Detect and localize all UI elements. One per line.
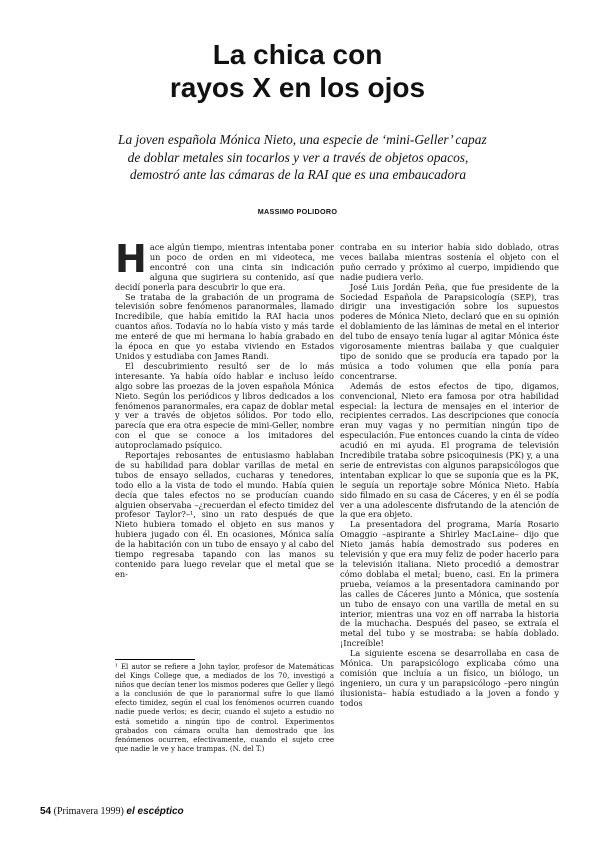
paragraph-text: ace algún tiempo, mientras intentaba poner un poco de orden en mi videoteca, me encontré con una cinta sin indicación alguna que sugiriera su contenido, así que decidí ponerla para descubrir lo que era. — [115, 243, 334, 292]
title-line: La chica con — [212, 39, 383, 70]
paragraph: El descubrimiento resultó ser de lo más interesante. Ya había oído hablar e incluso leído algo sobre las proezas de la joven española Mónica Nieto. Según los periódicos y libros dedicados a los fenómenos paranormales, era capaz de doblar metal y ver a través de objetos sólidos. Por todo ello, parecía que era otra especie de mini-Geller, nombre con el que se conoce a los imitadores del autoproclamado psíquico. — [115, 360, 334, 451]
text-column-left — [115, 243, 334, 648]
paragraph: José Luis Jordán Peña, que fue presidente de la Sociedad Española de Parapsicología (SEP), tras dirigir una investigación sobre los supuestos poderes de Mónica Nieto, declaró que en su opinión el doblamiento de las láminas de metal en el interior del tubo de ensayo tenía lugar al agitar Mónica éste vigorosamente mientras bailaba y que cualquier tipo de sonido que se producía era tapado por la música a todo volumen que ella ponía para concentrarse. — [340, 281, 559, 381]
paragraph: contraba en su interior había sido doblado, otras veces bailaba mientras sostenía el objeto con el puño cerrado y próximo al cuerpo, impidiendo que nadie pudiera verlo. — [340, 243, 559, 282]
magazine-name: el escéptico — [126, 806, 184, 817]
drop-cap: H — [115, 243, 147, 281]
article-title — [60, 38, 535, 104]
footnote-divider — [115, 659, 195, 660]
author-byline: MASSIMO POLIDORO — [257, 207, 338, 216]
page-number: 54 — [40, 806, 52, 817]
subtitle-line: de doblar metales sin tocarlos y ver a través de objetos opacos, — [127, 149, 469, 165]
paragraph — [115, 243, 334, 293]
issue-label: (Primavera 1999) — [53, 806, 124, 817]
page-footer — [40, 806, 440, 817]
text-column-right — [340, 243, 559, 806]
paragraph: La siguiente escena se desarrollaba en casa de Mónica. Un parapsicólogo explicaba cómo una comisión que incluía a un físico, un biólogo, un ingeniero, un cura y un parapsicólogo –pero ningún ilusionista– había estudiado a la joven a fondo y todos — [340, 648, 559, 708]
article-subtitle — [118, 131, 487, 184]
paragraph: La presentadora del programa, María Rosario Omaggio –aspirante a Shirley MacLaine– dijo que Nieto jamás había demostrado sus poderes en televisión y que era muy feliz de poder hacerlo para la televisión italiana. Nieto procedió a demostrar cómo doblaba el metal; bueno, casi. En la primera prueba, veíamos a la presentadora caminando por las calles de Cáceres junto a Mónica, que sostenía un tubo de ensayo con una varilla de metal en su interior, mientras una voz en off narraba la historia de la muchacha. Después del paseo, se extraía el metal del tubo y se mostraba: se había doblado. ¡Increíble! — [340, 519, 559, 649]
footnote: ¹ El autor se refiere a John taylor, profesor de Matemáticas del Kings College que, a mediados de los 70, investigó a niños que decían tener los mismos poderes que Geller y llegó a la conclusión de que lo paranormal sufre lo que llamó efecto timidez, según el cual los fenómenos ocurren cuando nadie puede verlos; es decir, cuando el sujeto a estudio no está sometido a ningún tipo de control. Experimentos grabados con cámara oculta han demostrado que los fenómenos ocurren, efectivamente, cuando el sujeto cree que nadie le ve y hace trampas. (N. del T.) — [115, 663, 334, 753]
subtitle-line: La joven española Mónica Nieto, una especie de ‘mini-Geller’ capaz — [118, 132, 487, 147]
paragraph: Se trataba de la grabación de un programa de televisión sobre fenómenos paranormales, llamado Incredibile, que había emitido la RAI hacia unos cuantos años. Todavía no lo había visto y más tarde me enteré de que mi hermana lo había grabado en la época en que yo estaba viviendo en Estados Unidos y estudiaba con James Randi. — [115, 291, 334, 361]
title-line: rayos X en los ojos — [169, 72, 426, 103]
paragraph: Además de estos efectos de tipo, digamos, convencional, Nieto era famosa por otra habilidad especial: la lectura de mensajes en el interior de recipientes cerrados. Las descripciones que conocía eran muy vagas y no permitían ningún tipo de especulación. Fue entonces cuando la cinta de vídeo acudió en mi ayuda. El programa de televisión Incredibile trataba sobre psicoquinesis (PK) y, a una serie de entrevistas con algunos parapsicólogos que intentaban explicar lo que se suponía que es la PK, le seguía un reportaje sobre Mónica Nieto. Había sido filmado en su casa de Cáceres, y en él se podía ver a una adolescente disfrutando de la atención de la que era objeto. — [340, 380, 559, 520]
subtitle-line: demostró ante las cámaras de la RAI que es una embaucadora — [129, 167, 467, 182]
paragraph: Reportajes rebosantes de entusiasmo hablaban de su habilidad para doblar varillas de metal en tubos de ensayo sellados, cucharas y tenedores, todo ello a la vista de todo el mundo. Había quien decía que tales efectos no se producían cuando alguien observaba –¿recuerdan el efecto timidez del profesor Taylor?–¹, sino un rato después de que Nieto hubiera tomado el objeto en sus manos y hubiera jugado con él. En ocasiones, Mónica salía de la habitación con un tubo de ensayo y al cabo del tiempo regresaba tapando con las manos su contenido para luego revelar que el metal que se en- — [115, 450, 334, 579]
